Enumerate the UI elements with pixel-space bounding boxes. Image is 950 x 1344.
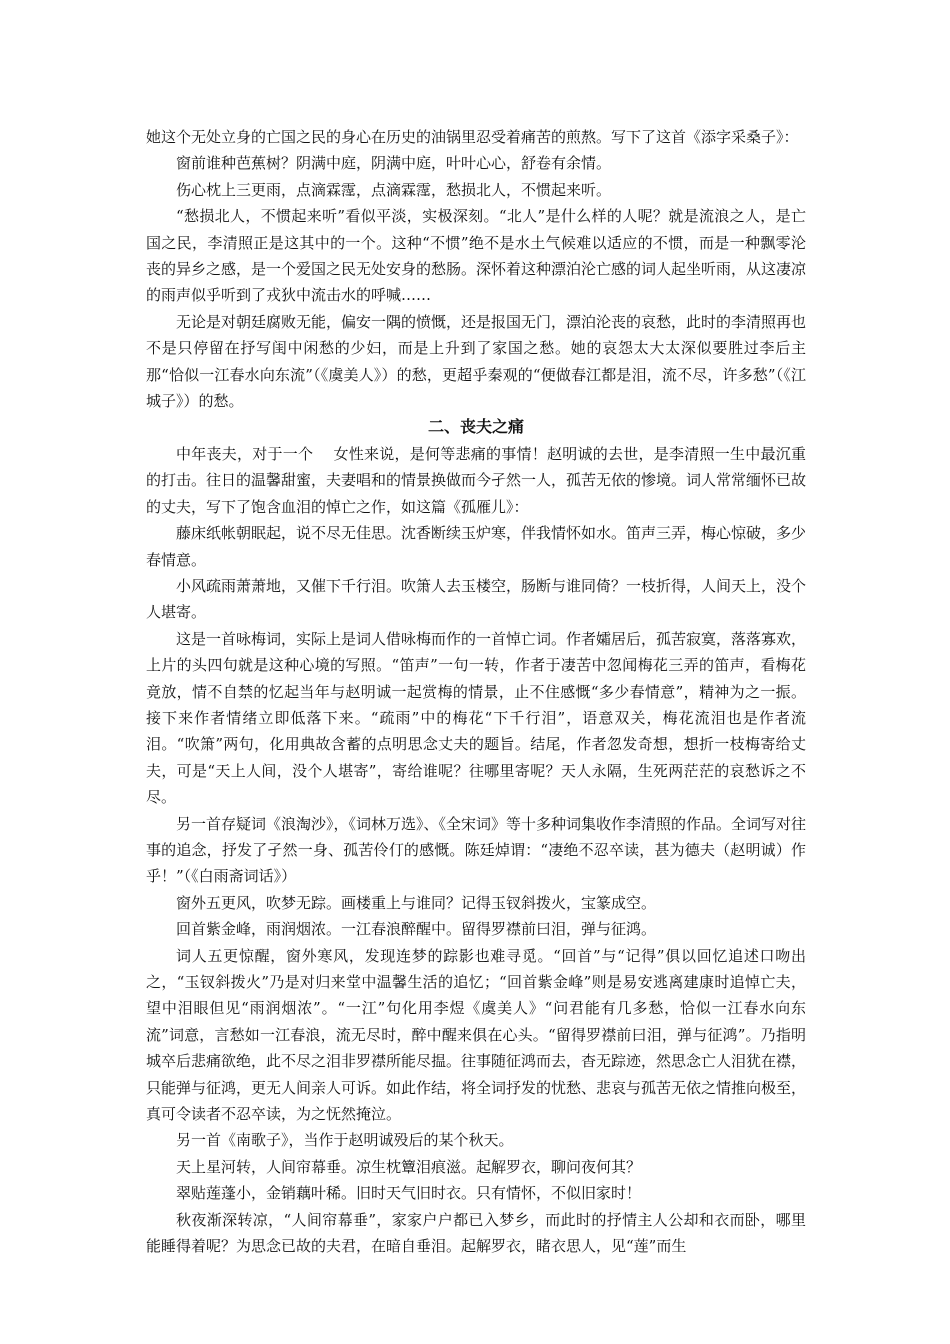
paragraph: 中年丧夫，对于一个 女性来说，是何等悲痛的事情！赵明诚的去世，是李清照一生中最沉重的打击。往日的温馨甜蜜，夫妻唱和的情景换做而今孑然一人，孤苦无依的惨境。词人常常缅怀已故的丈夫，写下了饱含血泪的悼亡之作，如这篇《孤雁儿》： [146,444,807,516]
paragraph: 另一首存疑词《浪淘沙》，《词林万选》、《全宋词》等十多种词集收作李清照的作品。全词写对往事的追念，抒发了孑然一身、孤苦伶仃的感慨。陈廷焯谓：“凄绝不忍卒读，甚为德夫（赵明诚）作乎！”（《白雨斋词话》） [146,814,807,886]
poem-line: 伤心枕上三更雨，点滴霖霪，点滴霖霪，愁损北人，不惯起来听。 [176,180,612,199]
paragraph: 另一首《南歌子》，当作于赵明诚殁后的某个秋天。 [176,1131,514,1150]
paragraph: 无论是对朝廷腐败无能，偏安一隅的愤慨，还是报国无门，漂泊沦丧的哀愁，此时的李清照再也不是只停留在抒写闺中闲愁的少妇，而是上升到了家国之愁。她的哀怨太大太深似要胜过李后主那“恰似一江春水向东流”（《虞美人》）的愁，更超乎秦观的“便做春江都是泪，流不尽，许多愁”（《江城子》）的愁。 [146,312,807,411]
paragraph: “愁损北人，不惯起来听”看似平淡，实极深刻。“北人”是什么样的人呢？就是流浪之人，是亡国之民，李清照正是这其中的一个。这种“不惯”绝不是水土气候难以适应的不惯，而是一种飘零沦丧的异乡之感，是一个爱国之民无处安身的愁肠。深怀着这种漂泊沦亡感的词人起坐听雨，从这凄凉的雨声似乎听到了戎狄中流击水的呼喊…… [146,207,807,305]
poem-line: 藤床纸帐朝眠起，说不尽无佳思。沈香断续玉炉寒，伴我情怀如水。笛声三弄，梅心惊破，多少春情意。 [146,524,807,569]
document-page [146,124,806,1259]
paragraph: 秋夜渐深转凉，“人间帘幕垂”，家家户户都已入梦乡，而此时的抒情主人公却和衣而卧，哪里能睡得着呢？为思念已故的夫君，在暗自垂泪。起解罗衣，睹衣思人，见“莲”而生 [146,1210,806,1256]
paragraph: 她这个无处立身的亡国之民的身心在历史的油锅里忍受着痛苦的煎熬。写下了这首《添字采桑子》： [146,128,799,146]
section-heading: 二、丧夫之痛 [427,417,524,437]
poem-line: 翠贴莲蓬小，金销藕叶稀。旧时天气旧时衣。只有情怀，不似旧家时！ [176,1184,642,1203]
poem-line: 窗前谁种芭蕉树？阴满中庭，阴满中庭，叶叶心心，舒卷有余情。 [176,154,612,173]
paragraph: 这是一首咏梅词，实际上是词人借咏梅而作的一首悼亡词。作者孀居后，孤苦寂寞，落落寡欢，上片的头四句就是这种心境的写照。“笛声”一句一转，作者于凄苦中忽闻梅花三弄的笛声，看梅花竟放，情不自禁的忆起当年与赵明诚一起赏梅的情景，止不住感慨“多少春情意”，精神为之一振。接下来作者情绪立即低落下来。“疏雨”中的梅花“下千行泪”，语意双关，梅花流泪也是作者流泪。“吹箫”两句，化用典故含蓄的点明思念丈夫的题旨。结尾，作者忽发奇想，想折一枝梅寄给丈夫，可是“天上人间，没个人堪寄”，寄给谁呢？往哪里寄呢？天人永隔，生死两茫茫的哀愁诉之不尽。 [146,629,807,807]
poem-line: 小风疏雨萧萧地，又催下千行泪。吹箫人去玉楼空，肠断与谁同倚？一枝折得，人间天上，没个人堪寄。 [146,576,807,622]
poem-line: 天上星河转，人间帘幕垂。凉生枕簟泪痕滋。起解罗衣，聊问夜何其？ [176,1157,642,1176]
poem-line: 回首紫金峰，雨润烟浓。一江春浪醉醒中。留得罗襟前曰泪，弹与征鸿。 [176,920,657,939]
poem-line: 窗外五更风，吹梦无踪。画楼重上与谁同？记得玉钗斜拨火，宝篆成空。 [176,893,657,912]
paragraph: 词人五更惊醒，窗外寒风，发现连梦的踪影也难寻觅。“回首”与“记得”俱以回忆追述口吻出之，“玉钗斜拨火”乃是对归来堂中温馨生活的追忆；“回首紫金峰”则是易安逃离建康时追悼亡夫，望中泪眼但见“雨润烟浓”。“一江”句化用李煜《虞美人》“问君能有几多愁，恰似一江春水向东流”词意，言愁如一江春浪，流无尽时，醉中醒来俱在心头。“留得罗襟前曰泪，弹与征鸿”。乃指明城卒后悲痛欲绝，此不尽之泪非罗襟所能尽揾。往事随征鸿而去，杳无踪迹，然思念亡人泪犹在襟，只能弹与征鸿，更无人间亲人可诉。如此作结，将全词抒发的忧愁、悲哀与孤苦无依之情推向极至，真可令读者不忍卒读，为之怃然掩泣。 [146,946,807,1124]
